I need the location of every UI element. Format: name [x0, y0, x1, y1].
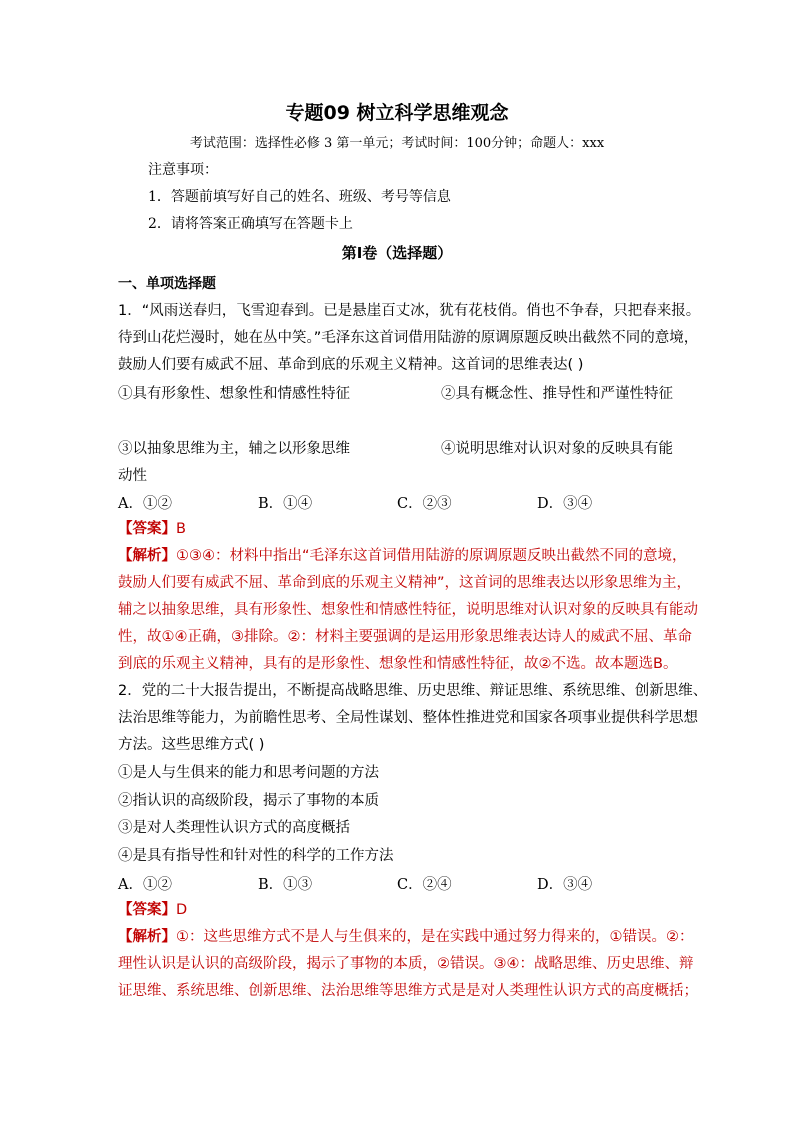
answer-label: 【答案】	[118, 521, 176, 537]
q1-item-4-cont: 动性	[118, 468, 147, 484]
answer-label: 【答案】	[118, 902, 176, 918]
q2-answer	[118, 900, 187, 920]
q1-stem-line-1: 1．“风雨送春归，飞雪迎春到。已是悬崖百丈冰，犹有花枝俏。俏也不争春，只把春来报。	[118, 303, 701, 319]
q2-item-2: ②指认识的高级阶段，揭示了事物的本质	[118, 793, 379, 809]
part-title: 第I卷（选择题）	[341, 244, 453, 262]
notice-heading: 注意事项：	[148, 162, 218, 178]
q2-stem-line-3: 方法。这些思维方式( )	[118, 737, 265, 753]
q2-item-3: ③是对人类理性认识方式的高度概括	[118, 820, 350, 836]
q1-item-1: ①具有形象性、想象性和情感性特征	[118, 386, 350, 402]
q2-item-1: ①是人与生俱来的能力和思考问题的方法	[118, 765, 379, 781]
q2-stem-line-2: 法治思维等能力，为前瞻性思考、全局性谋划、整体性推进党和国家各项事业提供科学思想	[118, 710, 698, 726]
q1-analysis-line-1	[118, 546, 687, 566]
section-title: 一、单项选择题	[118, 276, 216, 292]
q2-analysis-line-2: 理性认识是认识的高级阶段，揭示了事物的本质，②错误。③④：战略思维、历史思维、辩	[118, 956, 694, 972]
q1-stem-line-2: 待到山花烂漫时，她在丛中笑。”毛泽东这首词借用陆游的原调原题反映出截然不同的意境，	[118, 330, 699, 346]
q1-option-d: D．③④	[537, 496, 593, 512]
q2-item-4: ④是具有指导性和针对性的科学的工作方法	[118, 848, 394, 864]
q1-option-c: C．②③	[397, 496, 452, 512]
answer-value: D	[176, 902, 188, 918]
q1-answer	[118, 519, 186, 539]
notice-item-1: 1．答题前填写好自己的姓名、班级、考号等信息	[148, 189, 451, 205]
analysis-text: ①：这些思维方式不是人与生俱来的，是在实践中通过努力得来的，①错误。②：	[176, 929, 694, 945]
q1-stem-line-3: 鼓励人们要有威武不屈、革命到底的乐观主义精神。这首词的思维表达( )	[118, 357, 584, 373]
q1-option-a: A．①②	[118, 496, 172, 512]
q1-item-4: ④说明思维对认识对象的反映具有能	[441, 441, 673, 457]
q1-analysis-line-3: 辅之以抽象思维，具有形象性、想象性和情感性特征，说明思维对认识对象的反映具有能动	[118, 602, 698, 618]
q2-option-d: D．③④	[537, 877, 593, 893]
q2-analysis-line-3: 证思维、系统思维、创新思维、法治思维等思维方式是是对人类理性认识方式的高度概括；	[118, 983, 698, 999]
answer-value: B	[176, 521, 186, 537]
exam-meta: 考试范围：选择性必修 3 第一单元；考试时间：100分钟；命题人：xxx	[189, 136, 605, 151]
q1-item-2: ②具有概念性、推导性和严谨性特征	[441, 386, 673, 402]
q1-analysis-line-4: 性，故①④正确，③排除。②：材料主要强调的是运用形象思维表达诗人的威武不屈、革命	[118, 629, 692, 645]
analysis-text: ①③④：材料中指出“毛泽东这首词借用陆游的原调原题反映出截然不同的意境，	[176, 548, 687, 564]
q2-analysis-line-1	[118, 927, 694, 947]
q2-stem-line-1: 2．党的二十大报告提出，不断提高战略思维、历史思维、辩证思维、系统思维、创新思维、	[118, 683, 708, 699]
q1-analysis-line-2: 鼓励人们要有威武不屈、革命到底的乐观主义精神”，这首词的思维表达以形象思维为主，	[118, 575, 692, 591]
q1-analysis-line-5: 到底的乐观主义精神，具有的是形象性、想象性和情感性特征，故②不选。故本题选B。	[118, 656, 678, 672]
analysis-label: 【解析】	[118, 548, 176, 564]
page-title: 专题09 树立科学思维观念	[285, 102, 509, 124]
q1-option-b: B．①④	[258, 496, 313, 512]
q1-item-3: ③以抽象思维为主，辅之以形象思维	[118, 441, 350, 457]
q2-option-c: C．②④	[397, 877, 452, 893]
q2-option-a: A．①②	[118, 877, 172, 893]
q2-option-b: B．①③	[258, 877, 313, 893]
analysis-label: 【解析】	[118, 929, 176, 945]
notice-item-2: 2．请将答案正确填写在答题卡上	[148, 216, 353, 232]
